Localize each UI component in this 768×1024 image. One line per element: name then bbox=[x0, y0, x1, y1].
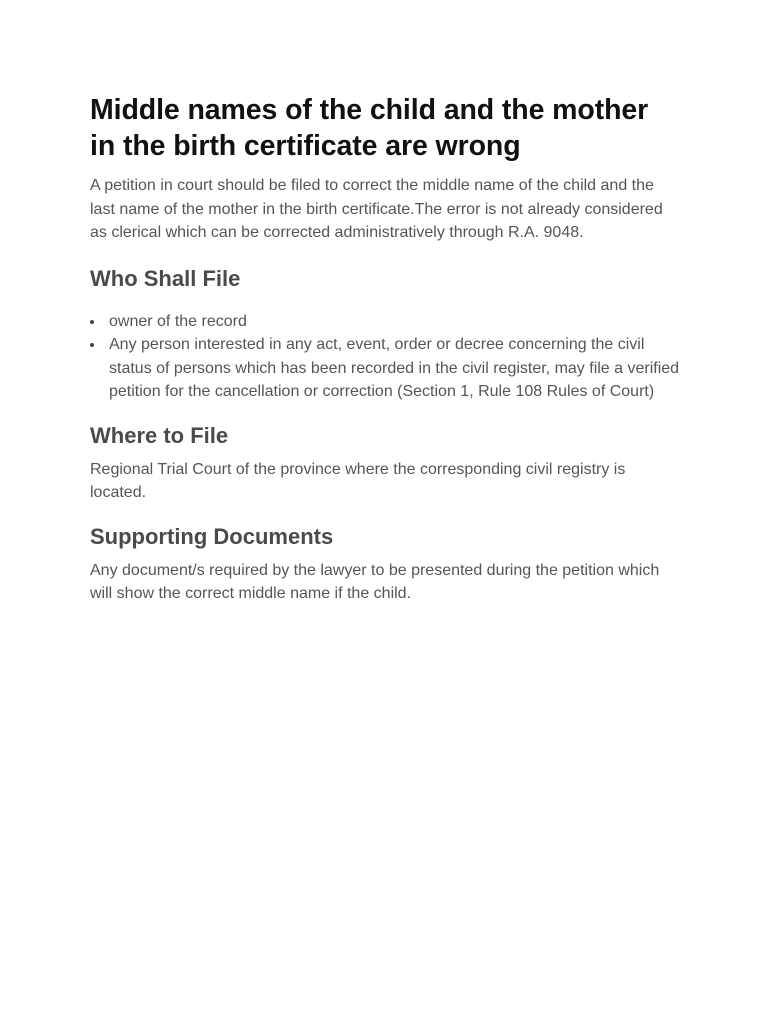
who-shall-file-list bbox=[90, 310, 680, 404]
list-item-text: owner of the record bbox=[109, 312, 247, 330]
section-heading-who-shall-file: Who Shall File bbox=[90, 265, 241, 291]
list-item bbox=[90, 310, 680, 334]
section-heading-where-to-file: Where to File bbox=[90, 422, 229, 448]
list-item bbox=[90, 333, 680, 404]
intro-paragraph: A petition in court should be filed to correct the middle name of the child and the last name of the mother in the birth certificate.The error is not already considered as clerical which can be corrected administratively through R.A. 9048. bbox=[90, 177, 663, 241]
bullet-icon bbox=[90, 320, 94, 324]
section-heading-supporting-documents: Supporting Documents bbox=[90, 523, 334, 549]
document-title: Middle names of the child and the mother in the birth certificate are wrong bbox=[90, 94, 649, 162]
list-item-text: Any person interested in any act, event, order or decree concerning the civil status of persons which has been recorded in the civil register, may file a verified petition for the cancellation or correction (Section 1, Rule 108 Rules of Court) bbox=[109, 336, 680, 400]
where-to-file-text: Regional Trial Court of the province where the corresponding civil registry is located. bbox=[90, 460, 626, 501]
bullet-icon bbox=[90, 343, 94, 347]
supporting-documents-text: Any document/s required by the lawyer to be presented during the petition which will show the correct middle name if the child. bbox=[90, 561, 660, 602]
